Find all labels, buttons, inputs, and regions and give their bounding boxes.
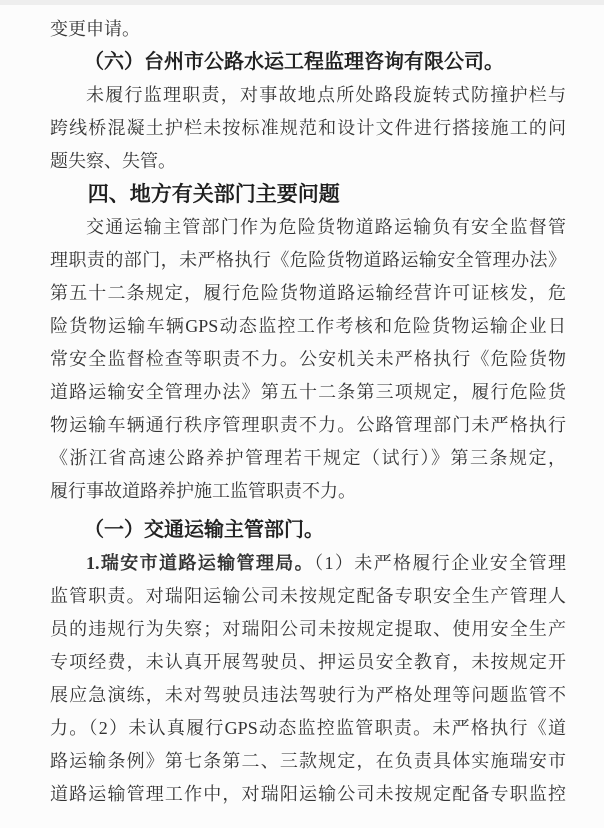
- body-line: 跨线桥混凝土护栏未按标准规范和设计文件进行搭接施工的问: [50, 118, 566, 138]
- body-line: 履行事故道路养护施工监管职责不力。: [50, 481, 356, 501]
- body-line: 展应急演练，未对驾驶员违法驾驶行为严格处理等问题监管不: [50, 685, 566, 705]
- body-line: 专项经费，未认真开展驾驶员、押运员安全教育，未按规定开: [50, 652, 566, 672]
- body-line: 力。（2）未认真履行GPS动态监控监管职责。未严格执行《道: [50, 718, 566, 738]
- body-line: 路运输条例》第七条第二、三款规定，在负责具体实施瑞安市: [50, 751, 566, 771]
- document-content: [50, 13, 566, 811]
- body-line: [50, 547, 566, 580]
- body-line-rest: （1）未严格履行企业安全管理: [314, 553, 566, 573]
- body-line: 道路运输管理工作中，对瑞阳运输公司未按规定配备专职监控: [50, 784, 566, 804]
- body-line: 未履行监理职责，对事故地点所处路段旋转式防撞护栏与: [86, 85, 566, 105]
- body-line: 道路运输安全管理办法》第五十二条第三项规定，履行危险货: [50, 382, 566, 402]
- body-line: 监管职责。对瑞阳运输公司未按规定配备专职安全生产管理人: [50, 586, 566, 606]
- body-line: 第五十二条规定，履行危险货物道路运输经营许可证核发，危: [50, 283, 566, 303]
- scan-edge-strip: [0, 0, 604, 5]
- body-line: 交通运输主管部门作为危险货物道路运输负有安全监督管: [86, 217, 566, 237]
- heading-section-four: 四、地方有关部门主要问题: [87, 183, 340, 206]
- body-line: 《浙江省高速公路养护管理若干规定（试行）》第三条规定，: [50, 448, 566, 468]
- body-line: 变更申请。: [50, 19, 140, 39]
- body-line: 题失察、失管。: [50, 151, 176, 171]
- heading-company-six: （六）台州市公路水运工程监理咨询有限公司。: [84, 51, 504, 73]
- body-line: 理职责的部门，未严格执行《危险货物道路运输安全管理办法》: [50, 250, 566, 270]
- org-name-bold: 1.瑞安市道路运输管理局。: [86, 553, 315, 573]
- heading-subsection-one: （一）交通运输主管部门。: [84, 519, 324, 541]
- body-line: 物运输车辆通行秩序管理职责不力。公路管理部门未严格执行: [50, 415, 566, 435]
- body-line: 险货物运输车辆GPS动态监控工作考核和危险货物运输企业日: [50, 316, 566, 336]
- body-line: 常安全监督检查等职责不力。公安机关未严格执行《危险货物: [50, 349, 566, 369]
- body-line: 员的违规行为失察；对瑞阳公司未按规定提取、使用安全生产: [50, 619, 566, 639]
